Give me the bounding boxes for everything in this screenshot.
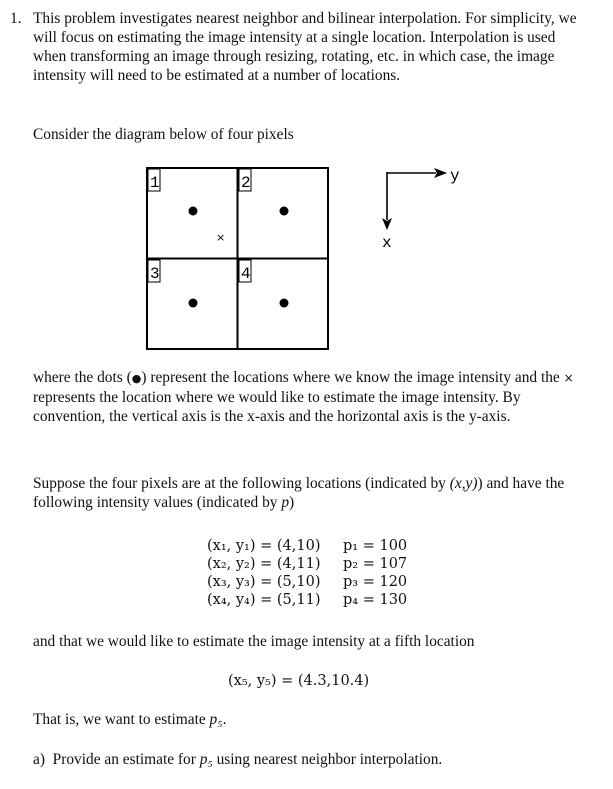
x-axis-label: x (382, 234, 392, 252)
cross-symbol: × (563, 371, 574, 385)
intensity-value-4: p₄ = 130 (343, 592, 408, 608)
fifth-location-equation: (x₅, y₅) = (4.3,10.4) (228, 673, 370, 689)
pixel-label-3: 3 (150, 265, 160, 283)
intro-paragraph: This problem investigates nearest neighbor and bilinear interpolation. For simplicity, we will focus on estimating the image intensity at a single location. Interpolation is used when transforming an image through resizing, rotating, etc. in which case, the image intensity will need to be estimated at a number of locations. (33, 10, 577, 84)
location-coord-2: (x₂, y₂) = (4,11) (207, 556, 321, 572)
pixel-label-4: 4 (241, 265, 251, 283)
intensity-value-2: p₂ = 107 (343, 556, 408, 572)
location-coord-4: (x₄, y₄) = (5,11) (207, 592, 321, 608)
intensity-value-3: p₃ = 120 (343, 574, 408, 590)
pixel-label-2: 2 (241, 174, 251, 192)
location-coord-3: (x₃, y₃) = (5,10) (207, 574, 321, 590)
pixel-dot-3 (189, 299, 198, 308)
consider-sentence: Consider the diagram below of four pixels (33, 126, 294, 143)
question-a-label: a) (33, 751, 45, 768)
location-coord-1: (x₁, y₁) = (4,10) (207, 538, 321, 554)
pixel-dot-2 (280, 207, 289, 216)
query-marker: × (216, 231, 226, 244)
where-paragraph: where the dots (●) represent the locations where we know the image intensity and the × represents the location where we would like to estimate the image intensity. By convention, the vertical axis is the x-axis and the horizontal axis is the y-axis. (33, 369, 574, 425)
question-a: a) Provide an estimate for p₅ using nearest neighbor interpolation. (33, 751, 443, 768)
intensity-value-1: p₁ = 100 (343, 538, 408, 554)
fifth-location-sentence: and that we would like to estimate the image intensity at a fifth location (33, 633, 475, 650)
y-axis-label: y (450, 167, 460, 185)
pixel-label-1: 1 (150, 174, 160, 192)
pixel-dot-1 (189, 207, 198, 216)
that-is-sentence: That is, we want to estimate p₅. (33, 711, 227, 728)
pixel-dot-4 (280, 299, 289, 308)
dot-symbol: ● (131, 372, 142, 385)
problem-number: 1. (10, 10, 22, 27)
suppose-paragraph: Suppose the four pixels are at the following locations (indicated by (x,y)) and have the following intensity values (indicated by p) (33, 475, 565, 511)
